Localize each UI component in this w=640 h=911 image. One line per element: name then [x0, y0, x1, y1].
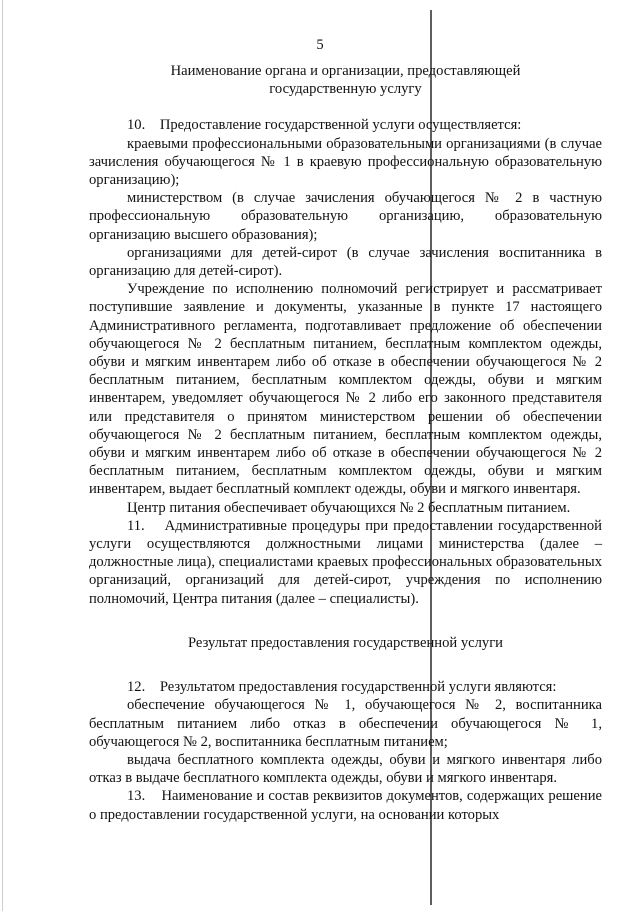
page-number: 5	[316, 37, 324, 53]
clause-10-paragraph: Центр питания обеспечивает обучающихся № 2 бесплатным питанием.	[127, 499, 571, 516]
section-heading-organ-line1: Наименование органа и организации, предоставляющей	[170, 63, 521, 79]
document-body	[89, 62, 602, 824]
clause-12-paragraph: обеспечение обучающегося № 1, обучающегося № 2, воспитанника бесплатным питанием либо отказ в обеспечении обучающегося № 1, обучающегося № 2, воспитанника бесплатным питанием;	[89, 697, 602, 750]
scan-edge-shadow	[2, 0, 3, 911]
clause-10-paragraph: Учреждение по исполнению полномочий регистрирует и рассматривает поступившие заявление и документы, указанные в пункте 17 настоящего Административного регламента, подготавливает предложение об обеспечении обучающегося № 2 бесплатным питанием, бесплатным комплектом одежды, обуви и мягким инвентарем либо об отказе в обеспечении обучающегося № 2 бесплатным питанием, бесплатным комплектом одежды, обуви и мягким инвентарем, уведомляет обучающегося № 2 либо его законного представителя или представителя о принятом министерством решении об обеспечении обучающегося № 2 бесплатным питанием, бесплатным комплектом одежды, обуви и мягким инвентарем либо об отказе в обеспечении обучающегося № 2 бесплатным питанием, бесплатным комплектом одежды, обуви и мягким инвентарем, выдает бесплатный комплект одежды, обуви и мягкого инвентаря.	[89, 281, 602, 498]
clause-11-paragraph: 11. Административные процедуры при предоставлении государственной услуги осуществляются должностными лицами министерства (далее – должностные лица), специалистами краевых профессиональных образовательных организаций, организаций для детей-сирот, учреждения по исполнению полномочий, Центра питания (далее – специалисты).	[89, 517, 602, 607]
clause-10-paragraph: 10. Предоставление государственной услуги осуществляется:	[127, 117, 522, 134]
clause-13-paragraph: 13. Наименование и состав реквизитов документов, содержащих решение о предоставлении государственной услуги, на основании которых	[89, 788, 602, 823]
clause-10-paragraph: краевыми профессиональными образовательными организациями (в случае зачисления обучающегося № 1 в краевую профессиональную образовательную организацию);	[89, 135, 602, 189]
spacer	[89, 608, 602, 634]
clause-12-paragraph: 12. Результатом предоставления государственной услуги являются:	[127, 679, 557, 696]
spacer	[89, 98, 602, 116]
section-heading-organ-line2: государственную услугу	[269, 81, 422, 98]
clause-12-paragraph: выдача бесплатного комплекта одежды, обуви и мягкого инвентаря либо отказ в выдаче бесплатного комплекта одежды, обуви и мягкого инвентаря.	[89, 751, 602, 787]
spacer	[89, 652, 602, 678]
section-heading-result: Результат предоставления государственной услуги	[188, 634, 503, 651]
clause-10-paragraph: министерством (в случае зачисления обучающегося № 2 в частную профессиональную образовательную организацию, образовательную организацию высшего образования);	[89, 190, 602, 243]
clause-10-paragraph: организациями для детей-сирот (в случае зачисления воспитанника в организацию для детей-сирот).	[89, 244, 602, 280]
